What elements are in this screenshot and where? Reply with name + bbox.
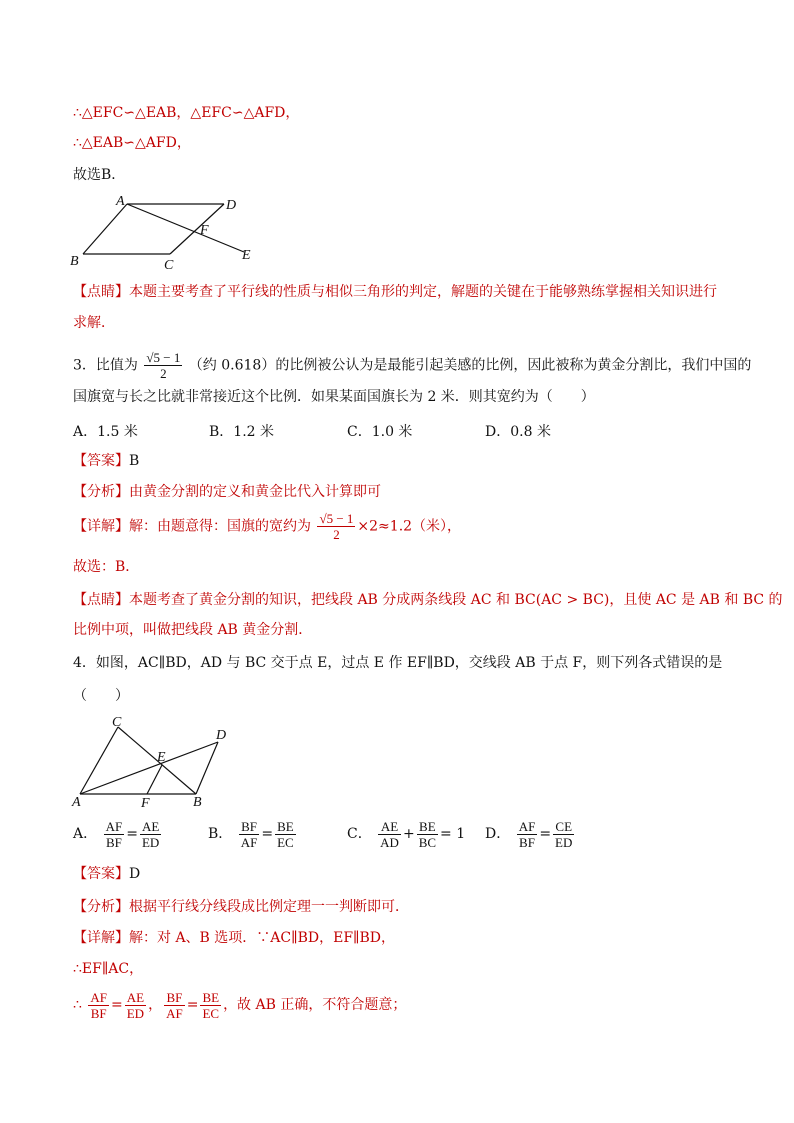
q4-option-c-frac2-num: BE xyxy=(417,819,438,835)
fig2-label-b: B xyxy=(193,795,202,810)
fig1-label-b: B xyxy=(70,254,79,269)
line-choose-b: 故选B． xyxy=(73,167,126,183)
q4-option-b-op: = xyxy=(261,826,274,842)
q4-so2-f2-num: AE xyxy=(126,989,145,1005)
q3-golden-ratio-fraction xyxy=(144,350,182,381)
q2-comment-line2: 求解． xyxy=(73,315,115,331)
q4-so2-f3-num: BF xyxy=(164,990,185,1006)
q3-comment-line2: 比例中项，叫做把线段 AB 黄金分割． xyxy=(73,622,313,638)
fig2-label-d: D xyxy=(216,728,227,743)
q3-detail-frac-numerator: √5 − 1 xyxy=(319,511,354,526)
q3-answer xyxy=(73,451,139,471)
q3-comment-tag: 【点睛】 xyxy=(73,592,129,608)
q4-so2-f1-num: AF xyxy=(90,989,107,1005)
q4-option-a-frac2-den: ED xyxy=(141,834,160,850)
q4-so2: ∴ $\frac{AF}{BF}$ = $\frac{AE}{ED}$ ， $\frac{BF}{AF}$ = $\frac{BE}{EC}$ ，故 AB 正确，不符合题意； xyxy=(73,989,407,1021)
q4-detail-tag: 【详解】 xyxy=(73,930,129,946)
q4-so2-prefix: ∴ xyxy=(73,997,82,1013)
q4-option-b-frac1-num: BF xyxy=(239,819,260,835)
q4-stem-line2: （ ） xyxy=(73,688,129,704)
q4-analysis xyxy=(73,897,409,917)
q4-detail xyxy=(73,928,395,948)
q4-option-b-letter: B． xyxy=(208,826,233,842)
q4-option-d-frac2-num: CE xyxy=(553,819,574,835)
q3-detail-suffix: ×2≈1.2（米）， xyxy=(357,518,462,535)
q4-answer-tag: 【答案】 xyxy=(73,866,129,882)
q3-option-c: C．1.0 米 xyxy=(347,424,413,440)
q4-so2-f2-den: ED xyxy=(126,1005,145,1021)
q3-stem-line2: 国旗宽与长之比就非常接近这个比例．如果某面国旗长为 2 米．则其宽约为（ ） xyxy=(73,389,595,405)
q4-detail-text: 解：对 A、B 选项．∵AC∥BD，EF∥BD， xyxy=(129,930,396,946)
q4-option-d-op: = xyxy=(539,826,552,842)
q4-option-a-frac1-den: BF xyxy=(105,834,122,850)
q4-option-b-frac1-den: AF xyxy=(240,834,258,850)
fig2-label-e: E xyxy=(157,750,166,765)
q4-option-d xyxy=(485,817,576,851)
q4-option-d-frac2-den: ED xyxy=(555,834,573,850)
q3-detail-tag: 【详解】 xyxy=(73,518,129,535)
q3-analysis-tag: 【分析】 xyxy=(73,484,129,500)
q2-comment-text: 本题主要考查了平行线的性质与相似三角形的判定，解题的关键在于能够熟练掌握相关知识进行 xyxy=(129,284,717,300)
q4-answer xyxy=(73,864,140,884)
q3-detail-fraction xyxy=(317,511,355,542)
q4-option-c-frac1-num: AE xyxy=(378,819,401,835)
figure-parallel-lines xyxy=(66,710,246,810)
q4-option-d-frac1-num: AF xyxy=(518,818,536,834)
fig2-label-f: F xyxy=(141,796,150,810)
q4-option-d-letter: D． xyxy=(485,826,511,842)
q3-rest: （约 0.618）的比例被公认为是最能引起美感的比例，因此被称为黄金分割比，我们中国的 xyxy=(188,357,752,374)
q4-answer-value: D xyxy=(129,866,141,882)
q3-analysis xyxy=(73,482,381,502)
q4-analysis-text: 根据平行线分线段成比例定理一一判断即可． xyxy=(129,899,409,915)
line-similar-1: ∴△EFC∽△EAB，△EFC∽△AFD， xyxy=(73,105,300,121)
fig1-label-e: E xyxy=(242,248,251,263)
fig1-label-c: C xyxy=(164,258,174,272)
fig1-label-a: A xyxy=(116,194,125,209)
q4-so2-suffix: ，故 AB 正确，不符合题意； xyxy=(223,997,407,1013)
fig2-label-a: A xyxy=(72,795,81,810)
q4-so2-f4-den: EC xyxy=(202,1005,220,1021)
q3-detail-prefix: 解：由题意得：国旗的宽约为 xyxy=(129,518,311,535)
q3-option-d: D．0.8 米 xyxy=(485,424,551,440)
fig2-label-c: C xyxy=(112,715,122,730)
fig1-label-d: D xyxy=(226,198,237,213)
q3-choose: 故选：B． xyxy=(73,559,140,575)
q4-option-b-frac2-den: EC xyxy=(277,834,294,850)
line-similar-2: ∴△EAB∽△AFD， xyxy=(73,135,191,151)
q4-option-a-frac2-num: AE xyxy=(141,818,160,834)
q4-option-a xyxy=(73,817,163,851)
q4-option-a-frac1-num: AF xyxy=(105,818,123,834)
q3-answer-tag: 【答案】 xyxy=(73,453,129,469)
q4-option-c-op: + xyxy=(402,826,415,842)
q3-prefix: 3．比值为 xyxy=(73,357,138,374)
q3-frac-numerator: √5 − 1 xyxy=(146,350,181,365)
figure-parallelogram xyxy=(66,190,286,272)
q4-option-a-letter: A． xyxy=(73,826,98,842)
q4-option-d-frac1-den: BF xyxy=(519,834,535,850)
q3-answer-value: B xyxy=(129,453,140,469)
q3-detail-frac-denominator: 2 xyxy=(333,527,340,542)
q4-option-b xyxy=(208,817,298,851)
q4-option-c-letter: C． xyxy=(347,826,372,842)
q2-comment-line1 xyxy=(73,282,717,302)
q3-frac-denominator: 2 xyxy=(160,366,167,381)
q4-analysis-tag: 【分析】 xyxy=(73,899,129,915)
q3-detail xyxy=(73,511,461,542)
q3-stem-line1 xyxy=(73,350,751,381)
q4-option-c xyxy=(347,817,465,851)
q4-option-c-tail: = 1 xyxy=(440,826,466,842)
q4-option-a-op: = xyxy=(126,826,138,842)
q4-option-b-frac2-num: BE xyxy=(277,818,294,834)
q4-stem-line1: 4．如图，AC∥BD，AD 与 BC 交于点 E，过点 E 作 EF∥BD，交线段 AB 于点 F，则下列各式错误的是 xyxy=(73,655,723,671)
fig1-label-f: F xyxy=(200,223,209,238)
q3-option-a: A．1.5 米 xyxy=(73,424,138,440)
q4-so1: ∴EF∥AC， xyxy=(73,961,144,977)
q2-comment-tag: 【点睛】 xyxy=(73,284,129,300)
q4-so2-f3-den: AF xyxy=(166,1005,183,1021)
q4-so2-f4-num: BE xyxy=(202,989,220,1005)
q4-option-c-frac1-den: AD xyxy=(380,834,399,850)
q3-comment-line1 xyxy=(73,590,783,610)
q3-option-b: B．1.2 米 xyxy=(209,424,275,440)
q4-so2-f1-den: BF xyxy=(90,1005,107,1021)
q4-option-c-frac2-den: BC xyxy=(418,834,437,850)
q3-analysis-text: 由黄金分割的定义和黄金比代入计算即可 xyxy=(129,484,381,500)
q3-comment-text: 本题考查了黄金分割的知识，把线段 AB 分成两条线段 AC 和 BC(AC > BC)，且使 AC 是 AB 和 BC 的 xyxy=(129,592,783,608)
